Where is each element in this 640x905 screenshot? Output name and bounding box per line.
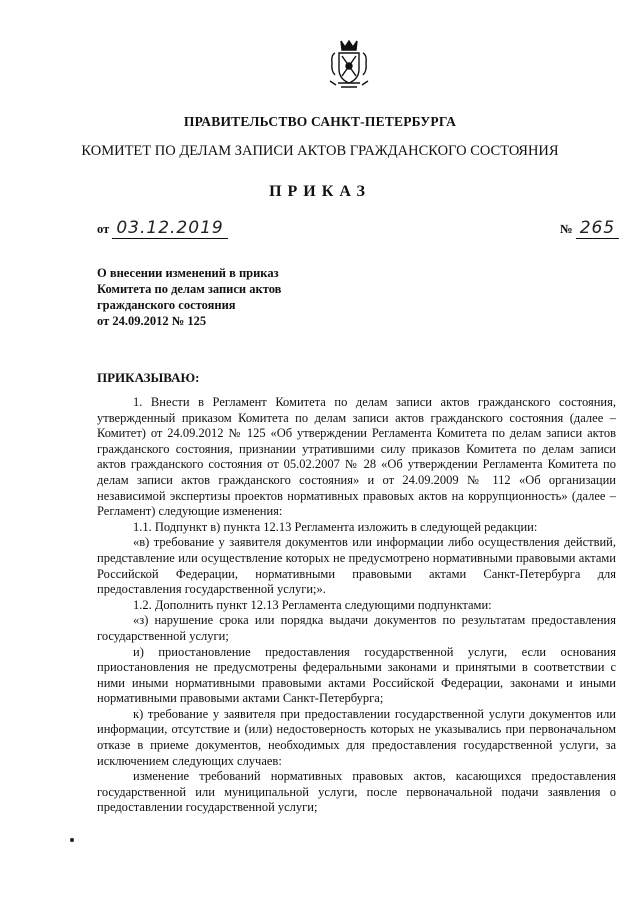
paragraph: 1. Внести в Регламент Комитета по делам записи актов гражданского состояния, утвержденный приказом Комитета по делам записи актов гражданского состояния (далее – Комитет) от 24.09.2012 № 125 «Об утверждении Регламента Комитета по делам записи актов гражданского состояния, признании утратившими силу приказов Комитета по делам записи актов гражданского состояния от 05.02.2007 № 28 «Об утверждении Регламента Комитета по делам записи актов гражданского состояния» и от 24.09.2009 № 112 «Об организации независимой экспертизы проектов нормативных правовых актов на коррупционность» (далее – Регламент) следующие изменения:: [97, 395, 616, 519]
coat-of-arms-icon: [325, 37, 373, 93]
subject-line: О внесении изменений в приказ: [97, 266, 279, 280]
scan-mark: [70, 838, 74, 842]
subject-line: гражданского состояния: [97, 298, 236, 312]
document-body: [97, 395, 616, 816]
subject-line: Комитета по делам записи актов: [97, 282, 282, 296]
date-label: от: [97, 222, 110, 236]
document-type: ПРИКАЗ: [269, 183, 371, 200]
paragraph: 1.1. Подпункт в) пункта 12.13 Регламента изложить в следующей редакции:: [133, 519, 538, 534]
order-heading: ПРИКАЗЫВАЮ:: [97, 370, 200, 385]
subject-line: от 24.09.2012 № 125: [97, 314, 207, 328]
date-field: [97, 218, 228, 238]
paragraph: «в) требование у заявителя документов или информации либо осуществления действий, представление или осуществление которых не предусмотрено нормативными правовыми актами Российской Федерации, нормативными правовыми актами Санкт-Петербурга для предоставления государственной услуги;».: [97, 535, 616, 597]
number-field: [560, 218, 619, 238]
paragraph: к) требование у заявителя при предоставлении государственной услуги документов или информации, отсутствие и (или) недостоверность которых не указывались при первоначальном отказе в приеме документов, необходимых для предоставления государственной услуги, за исключением следующих случаев:: [97, 706, 616, 768]
date-handwritten: 03.12.2019: [112, 218, 227, 239]
paragraph: изменение требований нормативных правовых актов, касающихся предоставления государственной или муниципальной услуги, после первоначальной подачи заявления о предоставлении государственной услуги;: [97, 769, 616, 815]
government-title: ПРАВИТЕЛЬСТВО САНКТ-ПЕТЕРБУРГА: [183, 114, 457, 129]
paragraph: и) приостановление предоставления государственной услуги, если основания приостановления не предусмотрены федеральными законами и принятыми в соответствии с ними иными нормативными правовыми актами Российской Федерации, законами и иными нормативными правовыми актами Санкт-Петербурга;: [97, 644, 616, 706]
number-handwritten: 265: [576, 218, 619, 239]
number-label: №: [560, 222, 573, 236]
paragraph: «з) нарушение срока или порядка выдачи документов по результатам предоставления государственной услуги;: [97, 613, 616, 643]
paragraph: 1.2. Дополнить пункт 12.13 Регламента следующими подпунктами:: [133, 597, 492, 612]
document-subject: [97, 265, 357, 329]
committee-title: КОМИТЕТ ПО ДЕЛАМ ЗАПИСИ АКТОВ ГРАЖДАНСКОГО СОСТОЯНИЯ: [81, 143, 559, 159]
